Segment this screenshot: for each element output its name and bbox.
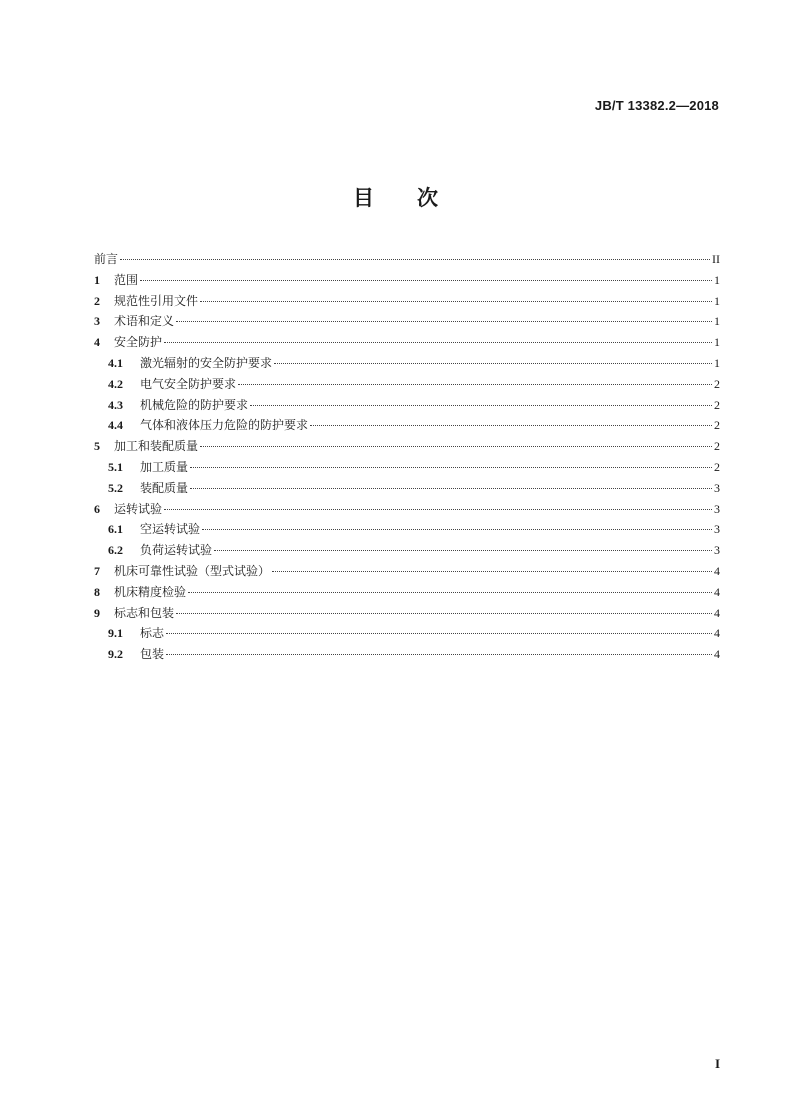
toc-label: 机械危险的防护要求	[140, 397, 249, 412]
toc-leader-dots	[190, 488, 712, 489]
toc-number: 9	[94, 605, 100, 620]
toc-entry-5-2[interactable]	[94, 478, 720, 499]
toc-number: 6.2	[108, 543, 123, 558]
toc-entry-8[interactable]	[94, 582, 720, 603]
toc-entry-9[interactable]	[94, 603, 720, 624]
toc-page-number: 4	[714, 647, 720, 662]
toc-page-number: 1	[714, 335, 720, 350]
standard-code: JB/T 13382.2—2018	[594, 98, 719, 113]
toc-page-number: 4	[714, 626, 720, 641]
toc-entry-4-1[interactable]	[94, 353, 720, 374]
toc-entry-foreword[interactable]	[94, 249, 720, 270]
toc-entry-4-3[interactable]	[94, 395, 720, 416]
toc-page-number: 2	[714, 418, 720, 433]
toc-page-number: 3	[714, 543, 720, 558]
toc-leader-dots	[164, 342, 712, 343]
toc-leader-dots	[164, 509, 712, 510]
toc-label: 加工质量	[140, 459, 189, 474]
toc-page-number: 2	[714, 397, 720, 412]
toc-number: 5	[94, 439, 100, 454]
toc-label: 电气安全防护要求	[140, 376, 237, 391]
toc-number: 9.2	[108, 647, 123, 662]
toc-entry-1[interactable]	[94, 270, 720, 291]
toc-page-number: 2	[714, 439, 720, 454]
toc-label: 装配质量	[140, 480, 189, 495]
toc-page-number: 2	[714, 459, 720, 474]
toc-label: 气体和液体压力危险的防护要求	[140, 418, 309, 433]
toc-leader-dots	[200, 301, 712, 302]
page-title	[0, 182, 792, 212]
toc-number: 4.1	[108, 355, 123, 370]
toc-number: 6	[94, 501, 100, 516]
toc-page-number: 3	[714, 501, 720, 516]
toc-entry-6-1[interactable]	[94, 519, 720, 540]
toc-number: 4.3	[108, 397, 123, 412]
toc-leader-dots	[166, 654, 712, 655]
toc-number: 5.2	[108, 480, 123, 495]
toc-page-number: 3	[714, 522, 720, 537]
toc-leader-dots	[188, 592, 712, 593]
toc-leader-dots	[176, 613, 712, 614]
toc-entry-4[interactable]	[94, 332, 720, 353]
toc-page-number: 1	[714, 272, 720, 287]
toc-entry-5[interactable]	[94, 436, 720, 457]
toc-label: 加工和装配质量	[114, 439, 199, 454]
toc-label: 安全防护	[114, 335, 163, 350]
toc-number: 6.1	[108, 522, 123, 537]
toc-entry-6-2[interactable]	[94, 540, 720, 561]
toc-number: 4.4	[108, 418, 123, 433]
toc-leader-dots	[140, 280, 712, 281]
toc-entry-3[interactable]	[94, 311, 720, 332]
toc-leader-dots	[310, 425, 712, 426]
toc-page-number: 4	[714, 605, 720, 620]
toc-number: 3	[94, 314, 100, 329]
toc-label: 机床精度检验	[114, 584, 187, 599]
toc-page-number: 4	[714, 584, 720, 599]
toc-leader-dots	[166, 633, 712, 634]
toc-leader-dots	[120, 259, 710, 260]
toc-number: 4	[94, 335, 100, 350]
toc-entry-7[interactable]	[94, 561, 720, 582]
toc-entry-9-1[interactable]	[94, 623, 720, 644]
title-char-1: 目	[353, 186, 375, 210]
toc-leader-dots	[238, 384, 712, 385]
toc-label: 前言	[94, 252, 119, 266]
toc-page-number: 1	[714, 314, 720, 329]
toc-entry-5-1[interactable]	[94, 457, 720, 478]
toc-number: 2	[94, 293, 100, 308]
toc-number: 9.1	[108, 626, 123, 641]
toc-leader-dots	[272, 571, 712, 572]
toc-number: 1	[94, 272, 100, 287]
title-char-2: 次	[417, 186, 439, 210]
toc-page-number: 2	[714, 376, 720, 391]
toc-page-number: II	[712, 252, 720, 266]
toc-page-number: 1	[714, 355, 720, 370]
toc-entry-4-2[interactable]	[94, 374, 720, 395]
toc-entry-2[interactable]	[94, 291, 720, 312]
toc-leader-dots	[250, 405, 712, 406]
page-number: I	[714, 1056, 720, 1071]
toc-number: 7	[94, 563, 100, 578]
toc-leader-dots	[274, 363, 712, 364]
toc-entry-4-4[interactable]	[94, 415, 720, 436]
toc-leader-dots	[202, 529, 712, 530]
toc-label: 负荷运转试验	[140, 543, 213, 558]
toc-leader-dots	[190, 467, 712, 468]
toc-number: 5.1	[108, 459, 123, 474]
toc-label: 术语和定义	[114, 314, 175, 329]
toc-number: 8	[94, 584, 100, 599]
toc-page-number: 1	[714, 293, 720, 308]
toc-leader-dots	[176, 321, 712, 322]
toc-label: 标志和包装	[114, 605, 175, 620]
toc-number: 4.2	[108, 376, 123, 391]
toc-label: 包装	[140, 647, 165, 662]
table-of-contents	[94, 249, 720, 665]
toc-label: 激光辐射的安全防护要求	[140, 355, 273, 370]
toc-entry-6[interactable]	[94, 499, 720, 520]
toc-label: 规范性引用文件	[114, 293, 199, 308]
toc-label: 标志	[140, 626, 165, 641]
toc-leader-dots	[214, 550, 712, 551]
toc-entry-9-2[interactable]	[94, 644, 720, 665]
toc-page-number: 3	[714, 480, 720, 495]
toc-leader-dots	[200, 446, 712, 447]
toc-label: 空运转试验	[140, 522, 201, 537]
toc-label: 机床可靠性试验（型式试验）	[114, 563, 271, 578]
toc-label: 范围	[114, 272, 139, 287]
toc-page-number: 4	[714, 563, 720, 578]
toc-label: 运转试验	[114, 501, 163, 516]
